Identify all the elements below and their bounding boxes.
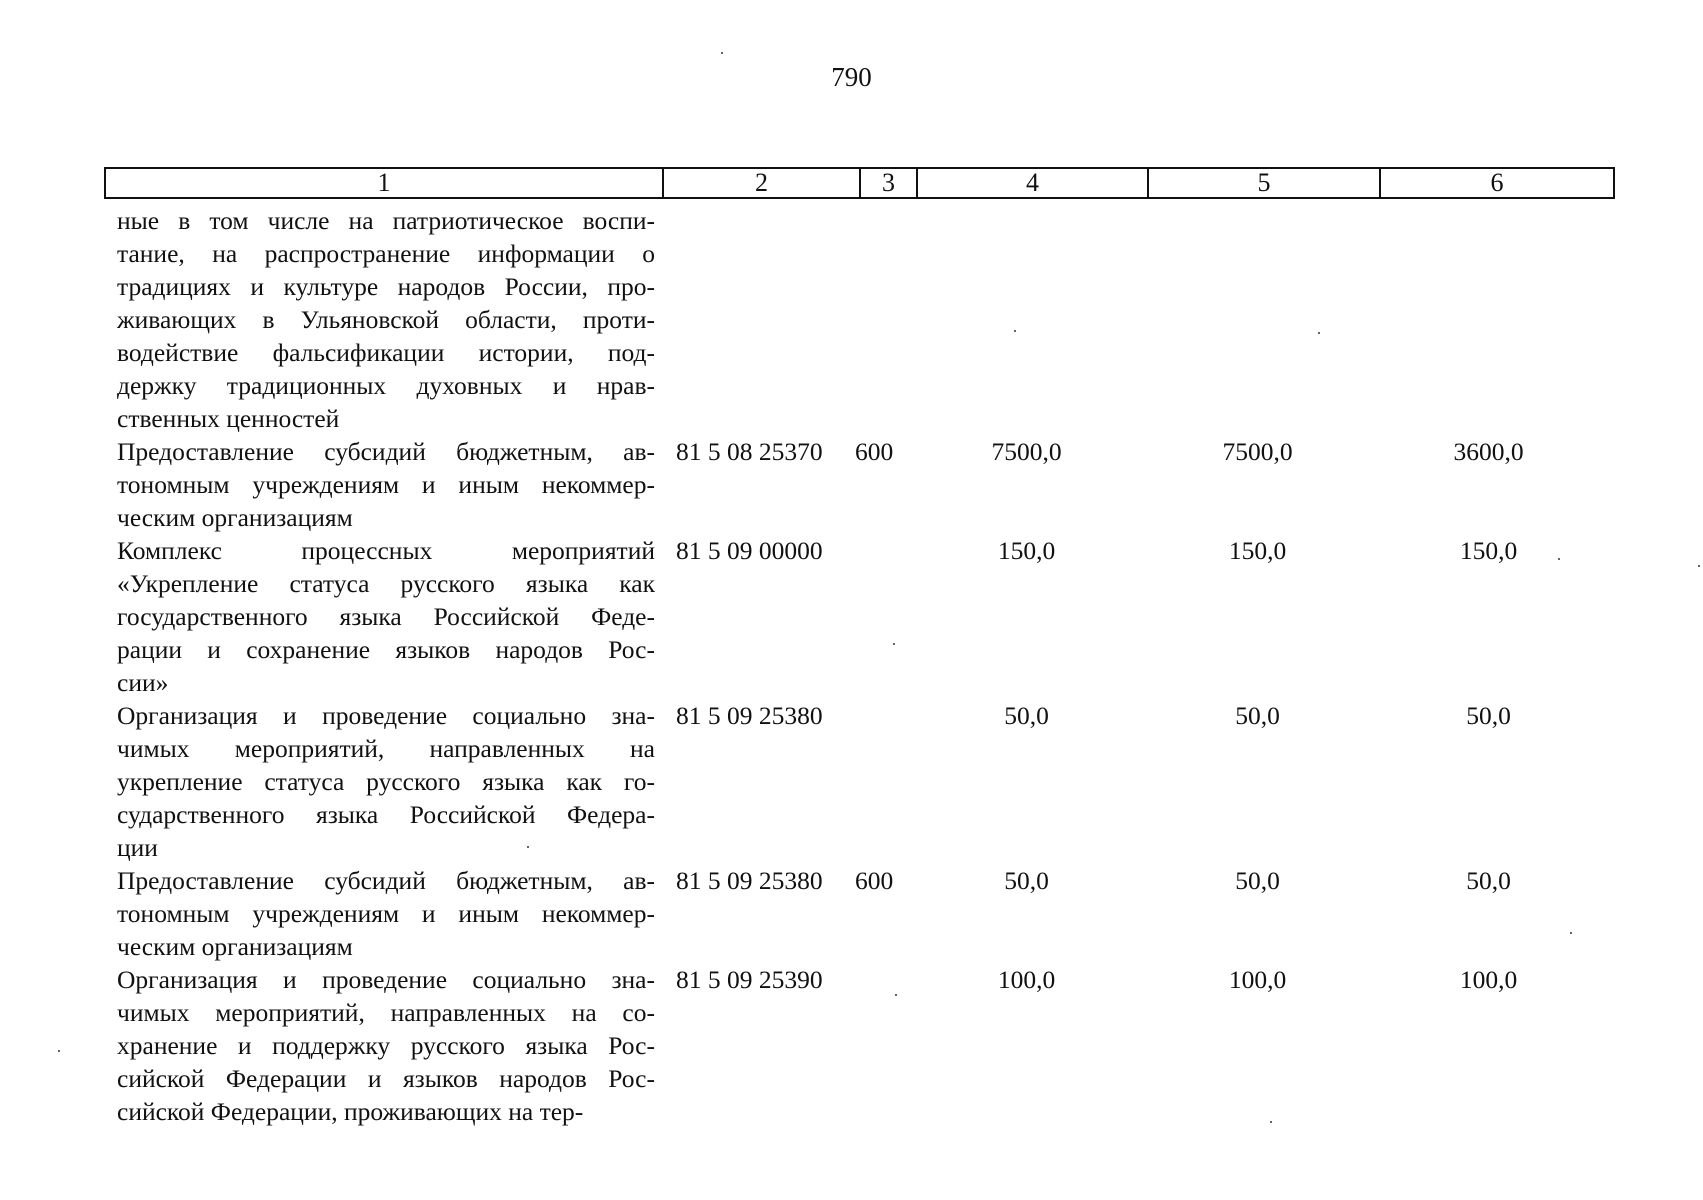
row-value-col5: 50,0: [1235, 866, 1280, 895]
row-name-line: тономным учреждениям и иным некоммер-: [117, 899, 655, 928]
row-code: 81 5 08 25370: [676, 437, 823, 466]
row-code: 81 5 09 25380: [676, 701, 823, 730]
row-name-line: рации и сохранение языков народов Рос-: [117, 635, 655, 664]
row-name-line: «Укрепление статуса русского языка как: [117, 569, 655, 598]
row-name-line: Комплекс процессных мероприятий: [117, 536, 655, 565]
row-name-line: ственных ценностей: [117, 404, 340, 433]
row-name-line: укрепление статуса русского языка как го-: [117, 767, 655, 796]
row-value-col5: 150,0: [1228, 536, 1287, 565]
row-code: 81 5 09 25390: [676, 965, 823, 994]
row-expense-type: [850, 204, 910, 435]
row-name-line: ные в том числе на патриотическое воспи-: [117, 206, 655, 235]
scan-speck: [1270, 1121, 1272, 1123]
row-name-line: государственного языка Российской Феде-: [117, 602, 655, 631]
row-name: [117, 699, 655, 864]
row-value-col6: [1372, 204, 1595, 435]
row-value-col6: 50,0: [1466, 866, 1511, 895]
row-name-line: чимых мероприятий, направленных на: [117, 734, 655, 763]
row-name-line: сии»: [117, 668, 169, 697]
page-number: 790: [831, 62, 872, 92]
row-value-col5: [1140, 204, 1372, 435]
row-value-col6: 50,0: [1466, 701, 1511, 730]
row-value-col5: 50,0: [1235, 701, 1280, 730]
row-name: [117, 864, 655, 963]
row-code: 81 5 09 25380: [676, 866, 823, 895]
row-name-line: ции: [117, 833, 158, 862]
table-row: [117, 204, 1617, 435]
row-name-line: тание, на распространение информации о: [117, 239, 655, 268]
header-col-2: 2: [664, 169, 861, 197]
row-expense-type: 600: [855, 437, 894, 466]
row-expense-type: [850, 699, 910, 864]
row-name-line: ческим организациям: [117, 932, 353, 961]
row-name-line: живающих в Ульяновской области, проти-: [117, 305, 655, 334]
scan-speck: [1014, 330, 1016, 332]
row-name: [117, 435, 655, 534]
table-row: [117, 435, 1617, 534]
table-row: [117, 864, 1617, 963]
row-name: [117, 204, 655, 435]
header-col-6: 6: [1490, 168, 1504, 197]
row-name: [117, 963, 655, 1128]
row-value-col4: [910, 204, 1140, 435]
scan-speck: [721, 52, 723, 54]
row-name-line: Организация и проведение социально зна-: [117, 965, 655, 994]
table-row: [117, 963, 1617, 1128]
table-row: [117, 534, 1617, 699]
row-name-line: сийской Федерации, проживающих на тер-: [117, 1097, 584, 1126]
row-value-col4: 150,0: [997, 536, 1056, 565]
scan-speck: [1698, 565, 1700, 567]
scan-speck: [527, 846, 529, 848]
row-name-line: хранение и поддержку русского языка Рос-: [117, 1031, 655, 1060]
row-name-line: тономным учреждениям и иным некоммер-: [117, 470, 655, 499]
header-col-5: 5: [1149, 169, 1381, 197]
row-name-line: сийской Федерации и языков народов Рос-: [117, 1064, 655, 1093]
row-name-line: ческим организациям: [117, 503, 353, 532]
row-value-col4: 50,0: [1004, 701, 1049, 730]
row-value-col4: 100,0: [997, 965, 1056, 994]
scan-speck: [1318, 332, 1320, 334]
table-body: [117, 204, 1617, 1128]
scan-speck: [1570, 932, 1572, 934]
row-value-col4: 50,0: [1004, 866, 1049, 895]
row-value-col6: 150,0: [1459, 536, 1518, 565]
scan-speck: [893, 643, 895, 645]
row-code: 81 5 09 00000: [676, 536, 823, 565]
row-value-col6: 100,0: [1459, 965, 1518, 994]
scan-speck: [58, 1050, 60, 1052]
row-name-line: Предоставление субсидий бюджетным, ав-: [117, 866, 655, 895]
row-expense-type: [850, 963, 910, 1128]
table-row: [117, 699, 1617, 864]
scan-speck: [895, 994, 897, 996]
row-name-line: держку традиционных духовных и нрав-: [117, 371, 655, 400]
row-expense-type: [850, 534, 910, 699]
scan-speck: [1558, 558, 1560, 560]
row-name: [117, 534, 655, 699]
row-name-line: водействие фальсификации истории, под-: [117, 338, 655, 367]
table-header: [104, 167, 1615, 199]
row-value-col4: 7500,0: [991, 437, 1062, 466]
header-col-1: 1: [106, 169, 664, 197]
row-value-col5: 100,0: [1228, 965, 1287, 994]
header-col-4: 4: [918, 169, 1149, 197]
row-name-line: чимых мероприятий, направленных на со-: [117, 998, 655, 1027]
header-col-3: 3: [861, 169, 918, 197]
row-expense-type: 600: [855, 866, 894, 895]
row-name-line: сударственного языка Российской Федера-: [117, 800, 655, 829]
row-value-col6: 3600,0: [1453, 437, 1524, 466]
row-value-col5: 7500,0: [1222, 437, 1293, 466]
row-name-line: Организация и проведение социально зна-: [117, 701, 655, 730]
row-code: [655, 204, 850, 435]
row-name-line: традициях и культуре народов России, про-: [117, 272, 655, 301]
row-name-line: Предоставление субсидий бюджетным, ав-: [117, 437, 655, 466]
